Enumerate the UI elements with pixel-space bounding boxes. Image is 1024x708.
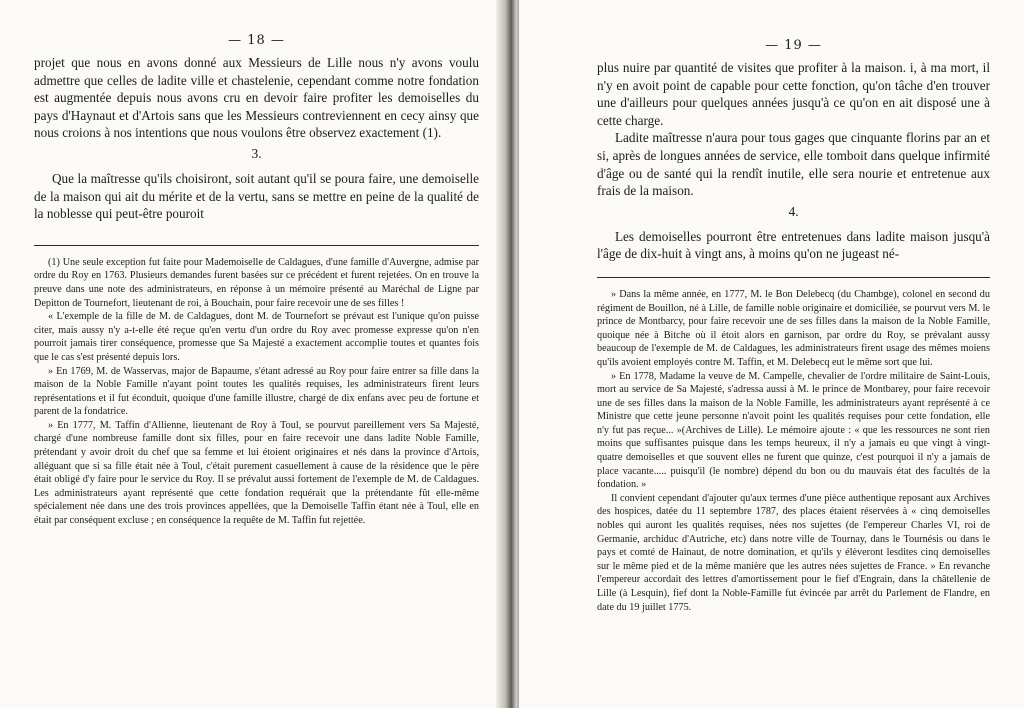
footnote: » En 1777, M. Taffin d'Allienne, lieutenant de Roy à Toul, se pourvut pareillement vers Sa Majesté, chargé d'une nombreuse famille dont six filles, pour en faire recevoir une dans ladite Noble Famille, prétendant y avoir droit du chef que sa femme et lui étoient originaires et nés dans la province d'Artois, alléguant que si sa fille était née à Toul, c'était purement casuellement à cause de la résidence que le père était obligé d'y faire pour le service du Roy. Il se prévalut aussi fortement de l'exemple de M. de Caldagues. Les administrateurs ayant représenté que cette fondation requérait que la prétendante fût elle-même spécialement née dans une des trois provinces appellées, que la Demoiselle Taffin étant née à Toul, elle en était par conséquent excluse ; en conséquence la requête de M. Taffin fut rejettée. xyxy=(34,419,479,527)
footnote: » En 1769, M. de Wasservas, major de Bapaume, s'étant adressé au Roy pour faire entrer sa fille dans la maison de la Noble Famille n'ayant point toutes les qualités requises, les administrateurs firent leurs représentations et il fut éconduit, quoique d'une famille illustre, chargé de dix enfans avec peu de fortune et parent de la fondatrice. xyxy=(34,365,479,418)
paragraph: projet que nous en avons donné aux Messieurs de Lille nous n'y avons voulu admettre que celles de ladite ville et chastelenie, cependant comme notre fondation est augmentée depuis nous avons cru en devoir faire profiter les demoiselles du pays d'Haynaut et d'Artois sans que les Messieurs contreviennent en cecy ainsy que nous croions à nos intentions que nous voulons être observez exactement (1). xyxy=(34,55,479,141)
paragraph: plus nuire par quantité de visites que profiter à la maison. i, à ma mort, il n'y en avoit point de capable pour cette fonction, qu'on tâche d'en trouver une d'ailleurs pour quelques années jusqu'à ce qu'on en ait disposé une à cette charge. xyxy=(597,60,990,128)
page-number: — 18 — xyxy=(228,33,285,48)
section-number: 4. xyxy=(788,203,799,219)
footnote-rule xyxy=(597,277,990,278)
footnotes xyxy=(34,256,479,528)
paragraph: Les demoiselles pourront être entretenues dans ladite maison jusqu'à l'âge de dix-huit à vingt ans, à moins qu'on ne jugeast né- xyxy=(597,228,990,262)
footnote: Il convient cependant d'ajouter qu'aux termes d'une pièce authentique reposant aux Archives des hospices, datée du 11 septembre 1787, des places étaient réservées à « cinq demoiselles nobles qui auront les qualités requises, nées nos sujettes (de l'empereur Charles VI, roi de Germanie, archiduc d'Autriche, etc) dans notre ville de Tournay, dans le Tournésis ou dans le pays et comté de Hainaut, de notre domination, et qu'ils y élèveront lesdites cinq demoiselles sur le même pied et de la même manière que les autres nées sujettes de France. » En revanche l'empereur accordait des lettres d'amortissement pour le fief d'Engrain, dans la châtellenie de Lille (à Lesquin), fief dont la Noble-Famille fut évincée par arrêt du Parlement de Flandre, en date du 19 juillet 1775. xyxy=(597,492,990,613)
footnote: » Dans la même année, en 1777, M. le Bon Delebecq (du Chambge), colonel en second du régiment de Bouillon, né à Lille, de famille noble originaire et domiciliée, se pourvut vers M. le prince de Montbarcy, pour faire recevoir une de ses filles dans la maison de la Noble Famille, quoique née à Bitche où il étoit alors en garnison, par ordre du Roy, se prévalant aussy beaucoup de l'exemple de M. de Caldagues, les administrateurs firent usage des mêmes moiens qu'ils avoient employés contre M. Taffin, et M. Delebecq eut le même sort que lui. xyxy=(597,288,990,368)
footnote: » En 1778, Madame la veuve de M. Campelle, chevalier de l'ordre militaire de Saint-Louis, mort au service de Sa Majesté, s'adressa aussi à M. le prince de Montbarey, pour faire recevoir une de ses filles dans la maison de la Noble Famille, les administrateurs ayant représenté à ce Ministre que cette jeune personne n'avoit point les qualités requises pour cette fondation, elle n'y fut pas reçue... »(Archives de Lille). Le mémoire ajoute : « que les ressources ne sont rien moins que suffisantes puisque dans les temps heureux, il n'y a jamais eu que vingt à vingt-quatre demoiselles et que souvent elles ne furent que quinze, c'est pourquoi il n'y a jamais de place vacante..... puisqu'il (le nombre) dépend du bon ou du mauvais état des facultés de la fondation. » xyxy=(597,370,990,491)
footnote: « L'exemple de la fille de M. de Caldagues, dont M. de Tournefort se prévaut est l'unique qu'on puisse citer, mais aussy n'y a-t-elle été reçue qu'en vertu d'un ordre du Roy avec promesse expresse qu'on n'en pourroit jamais tirer conséquence, promesse que Sa Majesté a exactement accomplie toutes et quantes fois que le cas s'est présenté depuis lors. xyxy=(34,311,479,363)
section-number: 3. xyxy=(251,145,262,161)
left-page xyxy=(0,0,505,708)
body-text xyxy=(597,59,990,263)
paragraph: Que la maîtresse qu'ils choisiront, soit autant qu'il se poura faire, une demoiselle de la maison qui ait du mérite et de la vertu, sans se mettre en peine de la qualité de la noblesse qui peut-être pouroit xyxy=(34,170,479,222)
footnote: (1) Une seule exception fut faite pour Mademoiselle de Caldagues, d'une famille d'Auvergne, admise par ordre du Roy en 1763. Plusieurs demandes furent basées sur ce précédent et furent rejetées. On en trouve la preuve dans une note des administrateurs, en réponse à un mémoire présenté au Maréchal de Ligne par Depitton de Tournefort, lieutenant de roi, à Bouchain, pour faire recevoir une de ses filles ! xyxy=(34,256,479,309)
footnote-rule xyxy=(34,245,479,246)
page-number: — 19 — xyxy=(765,38,822,53)
footnotes xyxy=(597,288,990,614)
right-page xyxy=(519,0,1024,708)
body-text xyxy=(34,54,479,223)
paragraph: Ladite maîtresse n'aura pour tous gages que cinquante florins par an et si, après de longues années de service, elle tomboit dans quelque infirmité d'âge ou de santé qui la rendît inutile, elle sera nourie et entretenue aux frais de la maison. xyxy=(597,130,990,199)
